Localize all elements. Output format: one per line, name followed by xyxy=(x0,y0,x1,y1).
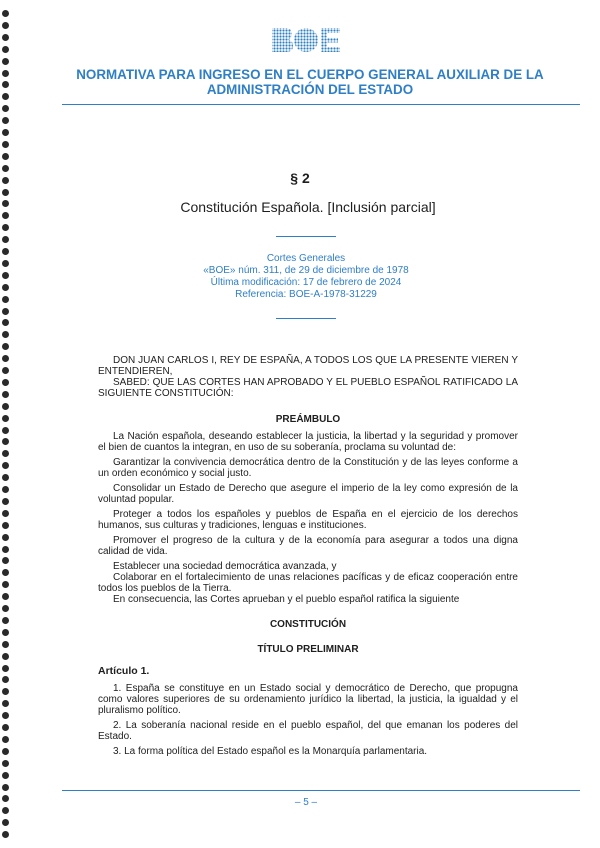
binding-hole xyxy=(2,700,9,707)
binding-hole xyxy=(2,486,9,493)
binding-hole xyxy=(2,784,9,791)
binding-hole xyxy=(2,605,9,612)
source-publication: «BOE» núm. 311, de 29 de diciembre de 1978 xyxy=(203,265,409,276)
binding-hole xyxy=(2,557,9,564)
binding-hole xyxy=(2,534,9,541)
article-paragraph: 1. España se constituye en un Estado social y democrático de Derecho, que propugna como valores superiores de su ordenamiento jurídico la libertad, la justicia, la igualdad y el pluralismo político. xyxy=(98,683,518,716)
source-block xyxy=(0,253,600,301)
binding-hole xyxy=(2,819,9,826)
binding-hole xyxy=(2,403,9,410)
binding-hole xyxy=(2,474,9,481)
binding-hole xyxy=(2,665,9,672)
binding-hole xyxy=(2,712,9,719)
binding-hole xyxy=(2,319,9,326)
preamble-paragraph: Proteger a todos los españoles y pueblos de España en el ejercicio de los derechos humanos, sus culturas y tradiciones, lenguas e instituciones. xyxy=(98,509,518,531)
binding-hole xyxy=(2,629,9,636)
binding-hole xyxy=(2,117,9,124)
preamble-heading: PREÁMBULO xyxy=(275,414,341,425)
binding-hole xyxy=(2,379,9,386)
binding-hole xyxy=(2,10,9,17)
binding-hole xyxy=(2,153,9,160)
binding-hole xyxy=(2,46,9,53)
binding-hole xyxy=(2,427,9,434)
section-divider-bottom xyxy=(276,318,336,319)
preamble-paragraph: Establecer una sociedad democrática avanzada, y xyxy=(113,561,337,572)
binding-hole xyxy=(2,581,9,588)
preamble-paragraph: Garantizar la convivencia democrática dentro de la Constitución y de las leyes conforme a un orden económico y social justo. xyxy=(98,457,518,479)
binding-hole xyxy=(2,22,9,29)
binding-hole xyxy=(2,831,9,838)
binding-hole xyxy=(2,736,9,743)
binding-hole xyxy=(2,748,9,755)
section-divider-top xyxy=(276,236,336,237)
binding-hole xyxy=(2,438,9,445)
preamble-paragraph: Promover el progreso de la cultura y de la economía para asegurar a todos una digna calidad de vida. xyxy=(98,535,518,557)
binding-hole xyxy=(2,546,9,553)
binding-hole xyxy=(2,343,9,350)
binding-hole xyxy=(2,34,9,41)
preamble-paragraph: Consolidar un Estado de Derecho que asegure el imperio de la ley como expresión de la voluntad popular. xyxy=(98,483,518,505)
boe-logo xyxy=(270,26,342,54)
source-issuer: Cortes Generales xyxy=(266,253,346,264)
article-paragraph: 3. La forma política del Estado español es la Monarquía parlamentaria. xyxy=(113,746,428,757)
source-reference: Referencia: BOE-A-1978-31229 xyxy=(235,289,377,300)
binding-hole xyxy=(2,70,9,77)
binding-hole xyxy=(2,58,9,65)
document-body xyxy=(98,355,518,757)
binding-hole xyxy=(2,688,9,695)
binding-hole xyxy=(2,462,9,469)
binding-hole xyxy=(2,772,9,779)
binding-hole xyxy=(2,331,9,338)
binding-hole xyxy=(2,760,9,767)
spiral-binding xyxy=(2,10,12,840)
header-title: NORMATIVA PARA INGRESO EN EL CUERPO GENERAL AUXILIAR DE LA ADMINISTRACIÓN DEL ESTADO xyxy=(76,67,544,97)
binding-hole xyxy=(2,81,9,88)
binding-hole xyxy=(2,498,9,505)
intro-line-1: DON JUAN CARLOS I, REY DE ESPAÑA, A TODOS LOS QUE LA PRESENTE VIEREN Y ENTENDIEREN, xyxy=(98,355,518,377)
section-mark: § 2 xyxy=(290,170,310,186)
preamble-paragraph: La Nación española, deseando establecer la justicia, la libertad y la seguridad y promover el bien de cuantos la integran, en uso de su soberanía, proclama su voluntad de: xyxy=(98,431,518,453)
binding-hole xyxy=(2,522,9,529)
binding-hole xyxy=(2,617,9,624)
article-paragraph: 2. La soberanía nacional reside en el pueblo español, del que emanan los poderes del Estado. xyxy=(98,720,518,742)
binding-hole xyxy=(2,807,9,814)
title-preliminar-heading: TÍTULO PRELIMINAR xyxy=(257,644,359,655)
page-number: – 5 – xyxy=(294,797,318,808)
section-title: Constitución Española. [Inclusión parcial] xyxy=(180,199,436,215)
binding-hole xyxy=(2,450,9,457)
binding-hole xyxy=(2,676,9,683)
article-heading: Artículo 1. xyxy=(98,665,150,677)
binding-hole xyxy=(2,129,9,136)
preamble-paragraph: Colaborar en el fortalecimiento de unas relaciones pacíficas y de eficaz cooperación entre todos los pueblos de la Tierra. xyxy=(98,572,518,594)
binding-hole xyxy=(2,569,9,576)
binding-hole xyxy=(2,510,9,517)
binding-hole xyxy=(2,593,9,600)
intro-line-2: SABED: QUE LAS CORTES HAN APROBADO Y EL PUEBLO ESPAÑOL RATIFICADO LA SIGUIENTE CONSTITUCIÓN: xyxy=(98,377,518,399)
preamble-paragraph: En consecuencia, las Cortes aprueban y el pueblo español ratifica la siguiente xyxy=(113,594,460,605)
footer-divider xyxy=(62,790,580,791)
binding-hole xyxy=(2,141,9,148)
source-last-modified: Última modificación: 17 de febrero de 2024 xyxy=(210,277,402,288)
binding-hole xyxy=(2,653,9,660)
header-divider xyxy=(62,104,580,105)
binding-hole xyxy=(2,641,9,648)
binding-hole xyxy=(2,355,9,362)
binding-hole xyxy=(2,308,9,315)
binding-hole xyxy=(2,724,9,731)
binding-hole xyxy=(2,367,9,374)
binding-hole xyxy=(2,105,9,112)
binding-hole xyxy=(2,415,9,422)
binding-hole xyxy=(2,189,9,196)
binding-hole xyxy=(2,391,9,398)
binding-hole xyxy=(2,93,9,100)
constitution-heading: CONSTITUCIÓN xyxy=(269,619,347,630)
binding-hole xyxy=(2,236,9,243)
binding-hole xyxy=(2,224,9,231)
